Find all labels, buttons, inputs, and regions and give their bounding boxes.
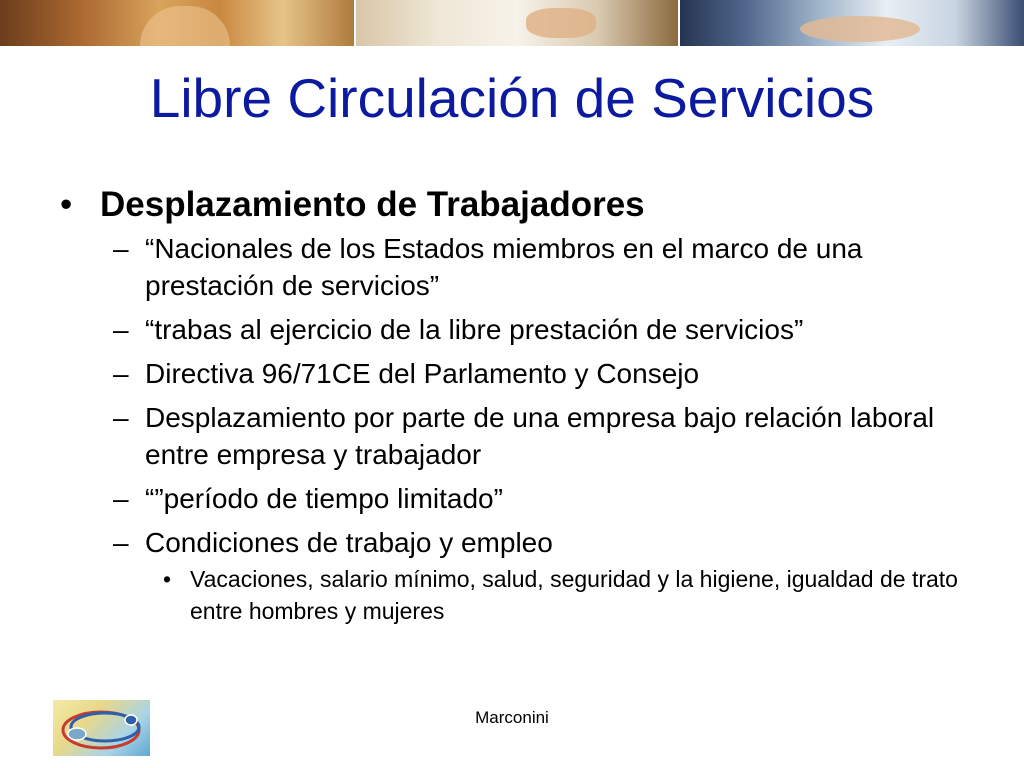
bullet-text: Desplazamiento de Trabajadores [100,185,645,224]
sub-bullet-text: Directiva 96/71CE del Parlamento y Consejo [145,358,700,389]
hands-writing-photo [354,0,678,46]
sub-bullet-item [113,355,980,392]
sub-bullet-text: “”período de tiempo limitado” [145,483,503,514]
dash-icon: – [113,402,129,433]
keyboard-typing-photo [678,0,1024,46]
bullet-icon: • [60,185,73,224]
sub-bullet-item [113,399,980,473]
sub-bullet-text: Desplazamiento por parte de una empresa bajo relación laboral entre empresa y trabajador [145,402,935,470]
bullet-item [60,184,980,226]
sub-bullet-text: “trabas al ejercicio de la libre prestación de servicios” [145,314,804,345]
header-photo-banner [0,0,1024,46]
sub-bullet-item [113,524,980,561]
slide-title: Libre Circulación de Servicios [149,67,875,129]
footer-author: Marconini [475,708,549,727]
dash-icon: – [113,483,129,514]
sub-bullet-item [113,480,980,517]
dash-icon: – [113,233,129,264]
sub-sub-bullet-item [163,563,980,627]
hands-grain-photo [0,0,354,46]
slide-body [60,184,980,627]
dash-icon: – [113,527,129,558]
dash-icon: – [113,358,129,389]
sub-bullet-text: “Nacionales de los Estados miembros en el marco de una prestación de servicios” [145,233,863,301]
sub-bullet-text: Condiciones de trabajo y empleo [145,527,553,558]
sub-bullet-item [113,311,980,348]
sub-bullet-item [113,230,980,304]
bullet-icon: • [163,566,172,592]
sub-sub-bullet-text: Vacaciones, salario mínimo, salud, seguridad y la higiene, igualdad de trato entre hombres y mujeres [190,566,958,624]
dash-icon: – [113,314,129,345]
